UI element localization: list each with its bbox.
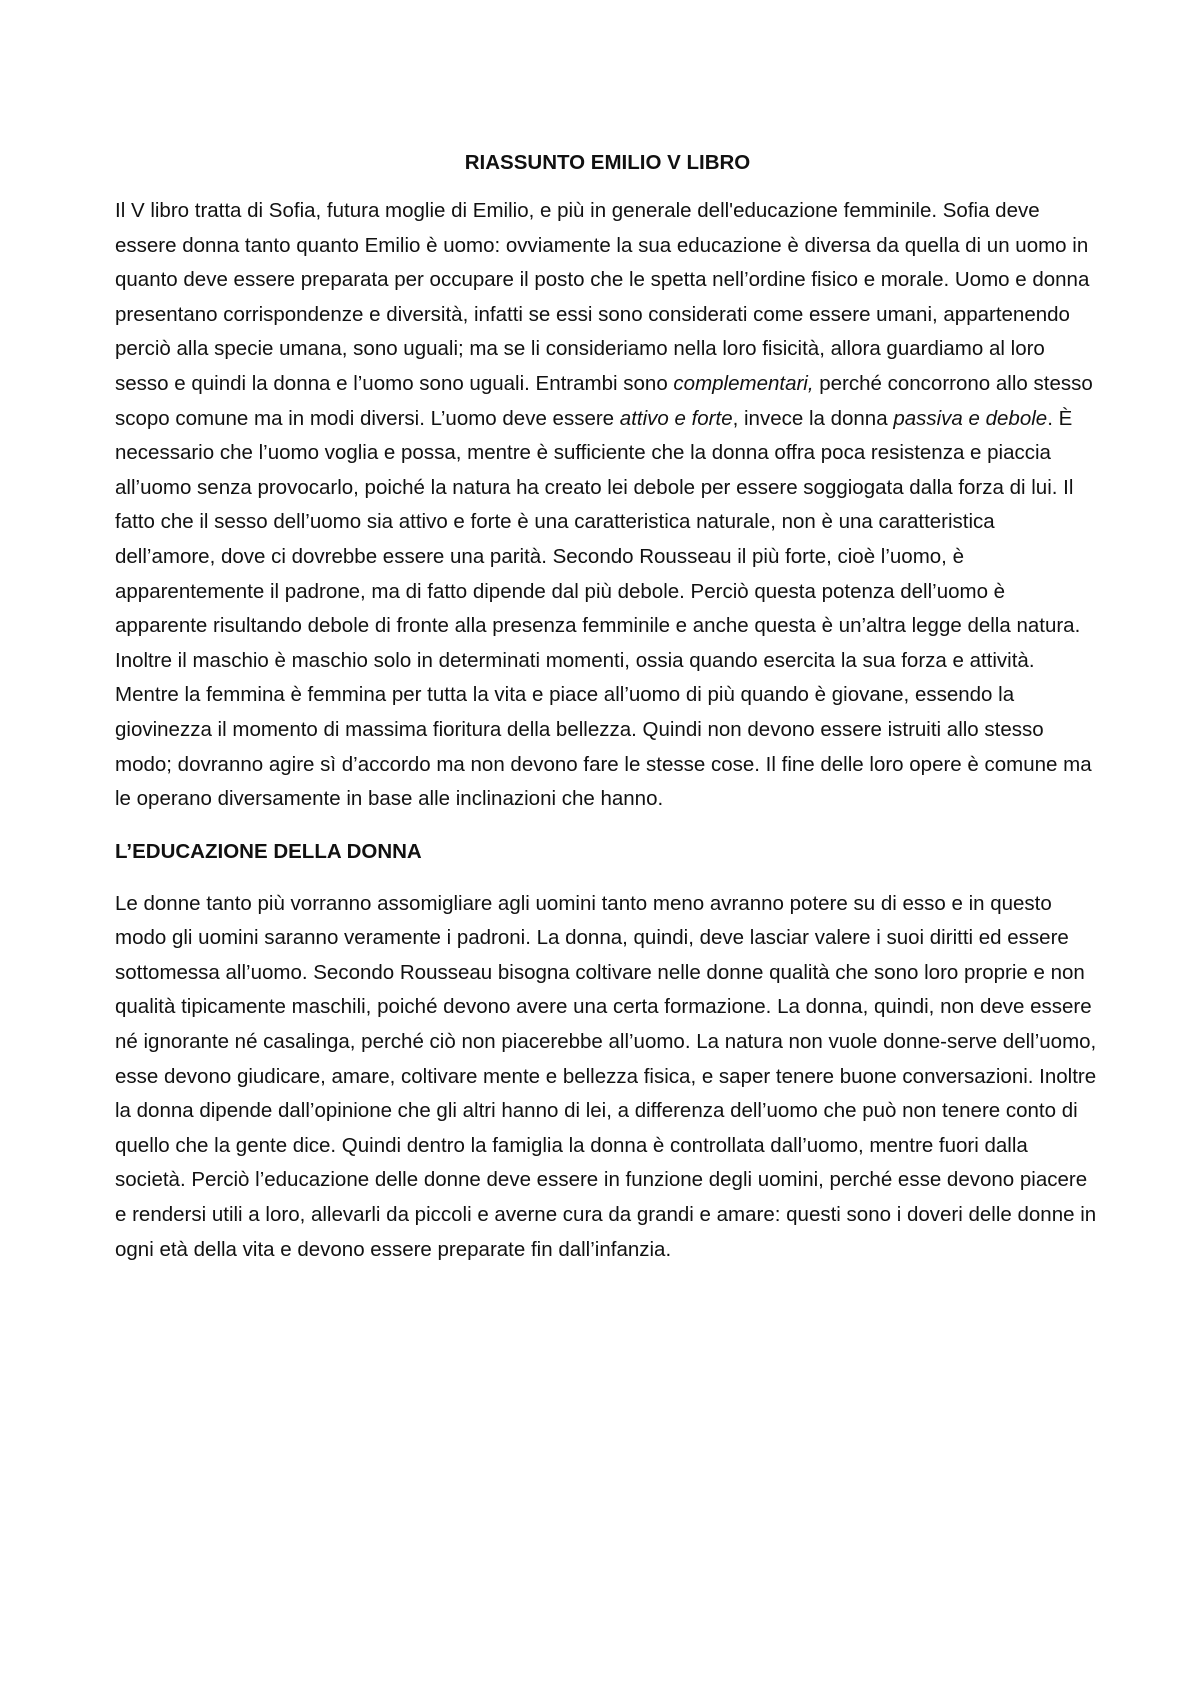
section-title-educazione: L’EDUCAZIONE DELLA DONNA <box>115 839 422 863</box>
italic-complementari: complementari, <box>673 371 814 395</box>
paragraph-intro-text-4: . È necessario che l’uomo voglia e possa, mentre è sufficiente che la donna offra poca resistenza e piaccia all’uomo senza provocarlo, poiché la natura ha creato lei debole per essere soggiogata dalla forza di lui. Il fatto che il sesso dell’uomo sia attivo e forte è una caratteristica naturale, non è una caratteristica dell’amore, dove ci dovrebbe essere una parità. Secondo Rousseau il più forte, cioè l’uomo, è apparentemente il padrone, ma di fatto dipende dal più debole. Perciò questa potenza dell’uomo è apparente risultando debole di fronte alla presenza femminile e anche questa è un’altra legge della natura. Inoltre il maschio è maschio solo in determinati momenti, ossia quando esercita la sua forza e attività. Mentre la femmina è femmina per tutta la vita e piace all’uomo di più quando è giovane, essendo la giovinezza il momento di massima fioritura della bellezza. Quindi non devono essere istruiti allo stesso modo; dovranno agire sì d’accordo ma non devono fare le stesse cose. Il fine delle loro opere è comune ma le operano diversamente in base alle inclinazioni che hanno. <box>115 406 1092 811</box>
document-title: RIASSUNTO EMILIO V LIBRO <box>464 151 751 174</box>
paragraph-intro-text-2: perché concorrono allo stesso scopo comune ma in modi diversi. L’uomo deve essere <box>115 371 1093 430</box>
italic-passiva-e-debole: passiva e debole <box>893 406 1048 430</box>
paragraph-intro-text-3: , invece la donna <box>732 406 894 430</box>
italic-attivo-e-forte: attivo e forte <box>619 406 733 430</box>
paragraph-intro <box>115 194 1100 817</box>
paragraph-educazione: Le donne tanto più vorranno assomigliare agli uomini tanto meno avranno potere su di esso e in questo modo gli uomini saranno veramente i padroni. La donna, quindi, deve lasciar valere i suoi diritti ed essere sottomessa all’uomo. Secondo Rousseau bisogna coltivare nelle donne qualità che sono loro proprie e non qualità tipicamente maschili, poiché devono avere una certa formazione. La donna, quindi, non deve essere né ignorante né casalinga, perché ciò non piacerebbe all’uomo. La natura non vuole donne-serve dell’uomo, esse devono giudicare, amare, coltivare mente e bellezza fisica, e saper tenere buone conversazioni. Inoltre la donna dipende dall’opinione che gli altri hanno di lei, a differenza dell’uomo che può non tenere conto di quello che la gente dice. Quindi dentro la famiglia la donna è controllata dall’uomo, mentre fuori dalla società. Perciò l’educazione delle donne deve essere in funzione degli uomini, perché esse devono piacere e rendersi utili a loro, allevarli da piccoli e averne cura da grandi e amare: questi sono i doveri delle donne in ogni età della vita e devono essere preparate fin dall’infanzia. <box>115 891 1097 1261</box>
document-body <box>115 146 1100 1267</box>
paragraph-intro-text-1: Il V libro tratta di Sofia, futura moglie di Emilio, e più in generale dell'educazione femminile. Sofia deve essere donna tanto quanto Emilio è uomo: ovviamente la sua educazione è diversa da quella di un uomo in quanto deve essere preparata per occupare il posto che le spetta nell’ordine fisico e morale. Uomo e donna presentano corrispondenze e diversità, infatti se essi sono considerati come essere umani, appartenendo perciò alla specie umana, sono uguali; ma se li consideriamo nella loro fisicità, allora guardiamo al loro sesso e quindi la donna e l’uomo sono uguali. Entrambi sono <box>115 199 1090 395</box>
